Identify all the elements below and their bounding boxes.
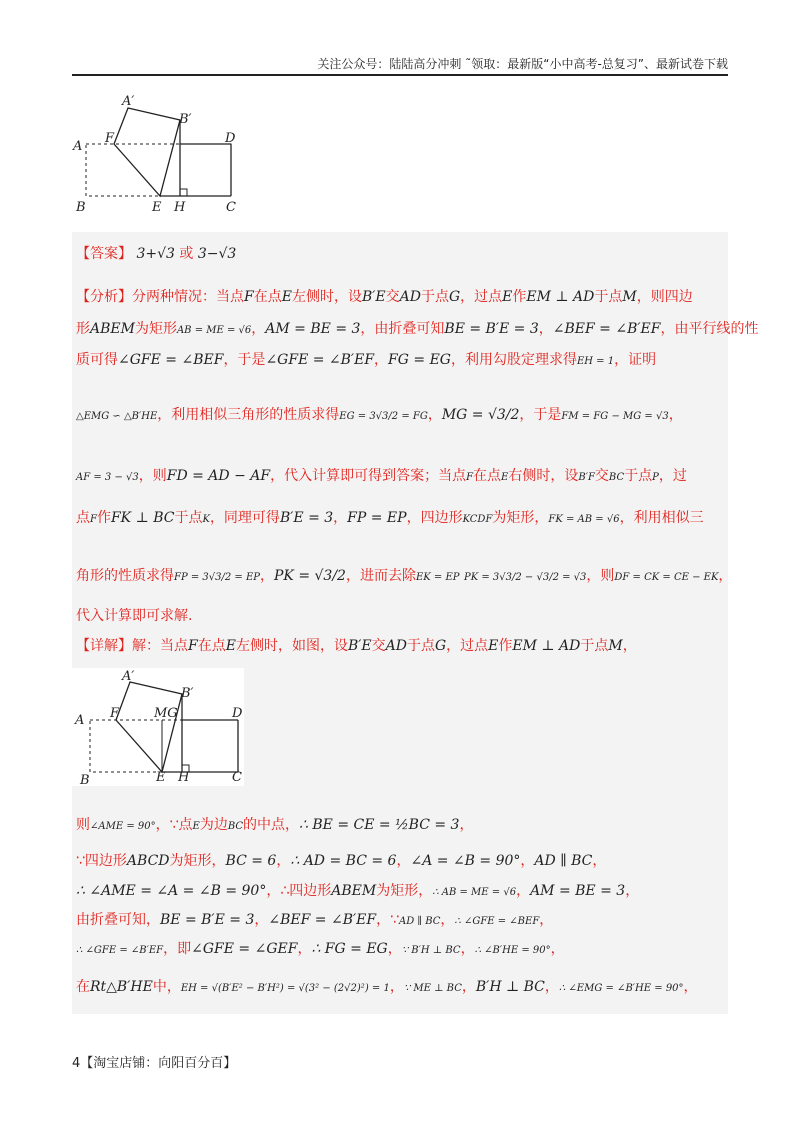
label-h: H: [178, 770, 190, 785]
math: EM ⊥ AD: [526, 289, 595, 305]
text: ，: [396, 853, 411, 869]
text: ，证明: [614, 352, 657, 368]
math: ∴ BE = CE = ½BC = 3: [299, 817, 460, 833]
figure-fold-1: [68, 92, 248, 217]
text: 中，: [152, 979, 181, 995]
math: F: [188, 638, 198, 654]
math: F: [466, 472, 474, 483]
math: M: [608, 638, 623, 654]
text: ，同理可得: [209, 510, 280, 526]
text: ，: [251, 321, 266, 337]
analysis-label: 【分析】: [76, 289, 132, 305]
math: ∴ AB = ME = √6: [432, 887, 517, 898]
math: FM = FG − MG = √3: [561, 411, 669, 422]
math: ∴ ∠EMG = ∠B′HE = 90°: [558, 983, 684, 994]
page-footer: 4【淘宝店铺：向阳百分百】: [72, 1056, 237, 1071]
math: AM = BE = 3: [265, 321, 361, 337]
math: FG = EG: [388, 352, 451, 368]
text: 于点: [594, 289, 623, 305]
analysis-line-6: [76, 508, 704, 530]
text: 交: [385, 289, 400, 305]
math: ∴ ∠AME = ∠A = ∠B = 90°: [76, 883, 267, 899]
analysis-line-8: 代入计算即可求解.: [76, 608, 193, 624]
text: 则: [76, 817, 90, 833]
text: 为边: [199, 817, 228, 833]
text: ，: [389, 979, 404, 995]
math: FK ⊥ BC: [110, 510, 175, 526]
answer-or: 或: [179, 246, 194, 262]
answer-value-2: 3−√3: [197, 246, 237, 262]
math: B′E: [361, 289, 386, 305]
text: 为矩形，: [492, 510, 549, 526]
text: ，: [625, 883, 640, 899]
text: ，: [427, 407, 442, 423]
step-line-2: [76, 851, 606, 871]
math: FD = AD − AF: [166, 468, 271, 484]
label-e: E: [152, 200, 162, 215]
step-line-1: [76, 815, 473, 837]
text: ，: [387, 941, 402, 957]
text: ，于是: [223, 352, 266, 368]
rect-abcd-dashed: [86, 144, 231, 196]
label-f: F: [105, 131, 115, 146]
step-line-3: [76, 881, 639, 903]
math: PK = 3√3/2 − √3/2 = √3: [463, 572, 587, 583]
text: 在点: [197, 638, 226, 654]
text: ，代入计算即可得到答案；当点: [270, 468, 467, 484]
math: BC: [608, 472, 625, 483]
math: K: [202, 514, 210, 525]
math: ∠BEF = ∠B′EF: [268, 912, 377, 928]
text: ，: [461, 979, 476, 995]
text: 角形的性质求得: [76, 568, 174, 584]
text: ，由折叠可知: [360, 321, 445, 337]
text: 分两种情况：当点: [132, 289, 244, 305]
text: ，过点: [460, 289, 503, 305]
text: ，: [668, 407, 683, 423]
math: AD ∥ BC: [399, 916, 441, 927]
math: AB = ME = √6: [176, 325, 252, 336]
text: ，利用相似三角形的性质求得: [157, 407, 340, 423]
math: AF = 3 − √3: [76, 472, 139, 483]
text: ，: [539, 912, 554, 928]
text: 形: [76, 321, 90, 337]
text: ，进而去除: [345, 568, 416, 584]
text: 在点: [473, 468, 502, 484]
math: G: [448, 289, 461, 305]
math: E: [502, 289, 513, 305]
text: 在: [76, 979, 90, 995]
analysis-line-2: [76, 319, 759, 341]
analysis-line-1: [76, 287, 693, 307]
math: AD ∥ BC: [534, 853, 593, 869]
math: EH = √(B′E² − B′H²) = √(3² − (2√2)²) = 1: [180, 983, 390, 994]
math: G: [434, 638, 447, 654]
math: ∴ ∠B′HE = 90°: [474, 945, 551, 956]
math: ∠AME = 90°: [90, 821, 156, 832]
text: ，: [550, 941, 565, 957]
math: FK = AB = √6: [548, 514, 620, 525]
label-mg: MG: [154, 706, 178, 721]
text: ，: [333, 510, 348, 526]
math: Rt△B′HE: [90, 979, 153, 995]
math: AD: [385, 638, 407, 654]
text: ，: [544, 979, 559, 995]
math: E: [488, 638, 499, 654]
text: ，: [297, 941, 312, 957]
math: ∠BEF = ∠B′EF: [552, 321, 661, 337]
step-line-6: [76, 977, 698, 999]
text: ，: [718, 568, 733, 584]
text: ，则四边: [636, 289, 693, 305]
text: ，: [516, 883, 531, 899]
math: E: [192, 821, 200, 832]
text: 左侧时，如图，设: [235, 638, 348, 654]
analysis-line-5: [76, 466, 687, 488]
math: ∠A = ∠B = 90°: [410, 853, 521, 869]
math: EH = 1: [576, 356, 615, 367]
analysis-line-3: [76, 350, 656, 372]
text: 作: [498, 638, 513, 654]
text: 左侧时，设: [291, 289, 362, 305]
text: ，: [254, 912, 269, 928]
label-a-prime: A′: [122, 94, 135, 109]
text: ，即: [163, 941, 192, 957]
text: 的中点，: [243, 817, 300, 833]
math: E: [281, 289, 292, 305]
text: 质可得: [76, 352, 118, 368]
label-c: C: [226, 200, 236, 215]
label-b: B: [76, 200, 86, 215]
text: ，: [374, 352, 389, 368]
text: ，: [459, 817, 474, 833]
label-f: F: [110, 706, 120, 721]
math: AD: [399, 289, 421, 305]
text: 于点: [406, 638, 435, 654]
math: BC = 6: [225, 853, 277, 869]
label-b-prime: B′: [181, 686, 194, 701]
text: ，∴四边形: [266, 883, 332, 899]
label-a: A: [75, 713, 85, 728]
math: P: [652, 472, 659, 483]
text: 于点: [624, 468, 653, 484]
text: ，于是: [519, 407, 562, 423]
answer-value-1: 3+√3: [136, 246, 175, 262]
math: FP = 3√3/2 = EP: [174, 572, 260, 583]
text: ，: [683, 979, 698, 995]
folded-quad: [114, 108, 180, 196]
label-a-prime: A′: [122, 669, 135, 684]
math: B′E: [347, 638, 372, 654]
answer-label: 【答案】: [76, 246, 132, 262]
math: M: [622, 289, 637, 305]
text: ，由平行线的性: [660, 321, 759, 337]
text: 在点: [253, 289, 282, 305]
math: F: [90, 514, 97, 525]
math: B′H ⊥ BC: [475, 979, 545, 995]
label-a: A: [73, 139, 83, 154]
math: EG = 3√3/2 = FG: [339, 411, 428, 422]
text: ，: [276, 853, 291, 869]
math: ∴ FG = EG: [311, 941, 388, 957]
math: ABEM: [331, 883, 377, 899]
text: ，: [592, 853, 607, 869]
math: BE = B′E = 3: [160, 912, 255, 928]
label-c: C: [232, 770, 242, 785]
math: ∵ B′H ⊥ BC: [401, 945, 461, 956]
text: ，利用相似三: [619, 510, 704, 526]
math: E: [501, 472, 509, 483]
text: ，: [440, 912, 455, 928]
math: B′E = 3: [279, 510, 334, 526]
label-d: D: [225, 131, 236, 146]
math: DF = CK = CE − EK: [614, 572, 719, 583]
math: B′F: [578, 472, 595, 483]
text: ，∵: [376, 912, 400, 928]
math: BE = B′E = 3: [444, 321, 539, 337]
math: ∴ ∠GFE = ∠BEF: [454, 916, 540, 927]
text: ，: [538, 321, 553, 337]
text: ，: [460, 941, 475, 957]
math: ∴ AD = BC = 6: [290, 853, 397, 869]
math: ∠GFE = ∠BEF: [118, 352, 224, 368]
detail-label: 【详解】: [76, 638, 132, 654]
math: MG = √3/2: [441, 407, 520, 423]
text: 右侧时，设: [508, 468, 579, 484]
page-header: 关注公众号：陆陆高分冲刺 ˜领取：最新版“小中高考-总复习”、最新试卷下载: [72, 56, 728, 76]
label-e: E: [156, 770, 166, 785]
text: ，∵点: [155, 817, 193, 833]
detail-line-1: [76, 636, 637, 656]
math: BC: [227, 821, 244, 832]
math: E: [225, 638, 236, 654]
math: ∵ ME ⊥ BC: [403, 983, 462, 994]
text: ，过点: [446, 638, 489, 654]
math: ∴ ∠GFE = ∠B′EF: [76, 945, 164, 956]
text: 作: [96, 510, 111, 526]
text: 交: [594, 468, 609, 484]
text: 交: [371, 638, 386, 654]
text: 为矩形: [134, 321, 177, 337]
math: EM ⊥ AD: [512, 638, 581, 654]
math: ABCD: [126, 853, 170, 869]
text: 由折叠可知，: [76, 912, 160, 928]
math: ∠GFE = ∠GEF: [191, 941, 298, 957]
text: ，四边形: [406, 510, 463, 526]
math: FP = EP: [347, 510, 407, 526]
text: 解：当点: [132, 638, 188, 654]
analysis-line-7: [76, 566, 732, 588]
label-b-prime: B′: [179, 112, 192, 127]
step-line-4: [76, 910, 553, 932]
text: 于点: [420, 289, 449, 305]
math: EK = EP: [415, 572, 460, 583]
text: 为矩形，: [376, 883, 433, 899]
label-h: H: [174, 200, 186, 215]
text: ，利用勾股定理求得: [450, 352, 577, 368]
figure-fold-2: [72, 668, 244, 786]
math: ABEM: [90, 321, 135, 337]
text: ，过: [658, 468, 687, 484]
text: 于点: [174, 510, 203, 526]
text: ，则: [138, 468, 167, 484]
math: △EMG ∽ △B′HE: [76, 411, 158, 422]
label-b: B: [80, 773, 90, 786]
text: 于点: [580, 638, 609, 654]
math: PK = √3/2: [274, 568, 346, 584]
analysis-line-4: [76, 405, 683, 427]
math: ∠GFE = ∠B′EF: [265, 352, 375, 368]
text: ，则: [586, 568, 615, 584]
answer-line: [76, 244, 236, 264]
text: 点: [76, 510, 90, 526]
text: ，: [520, 853, 535, 869]
math: AM = BE = 3: [530, 883, 626, 899]
text: ，: [260, 568, 274, 584]
text: ，: [622, 638, 637, 654]
step-line-5: [76, 939, 565, 961]
math: KCDF: [462, 514, 493, 525]
text: ∵四边形: [76, 853, 127, 869]
text: 为矩形，: [169, 853, 226, 869]
label-d: D: [232, 706, 243, 721]
text: 作: [512, 289, 527, 305]
math: F: [244, 289, 254, 305]
